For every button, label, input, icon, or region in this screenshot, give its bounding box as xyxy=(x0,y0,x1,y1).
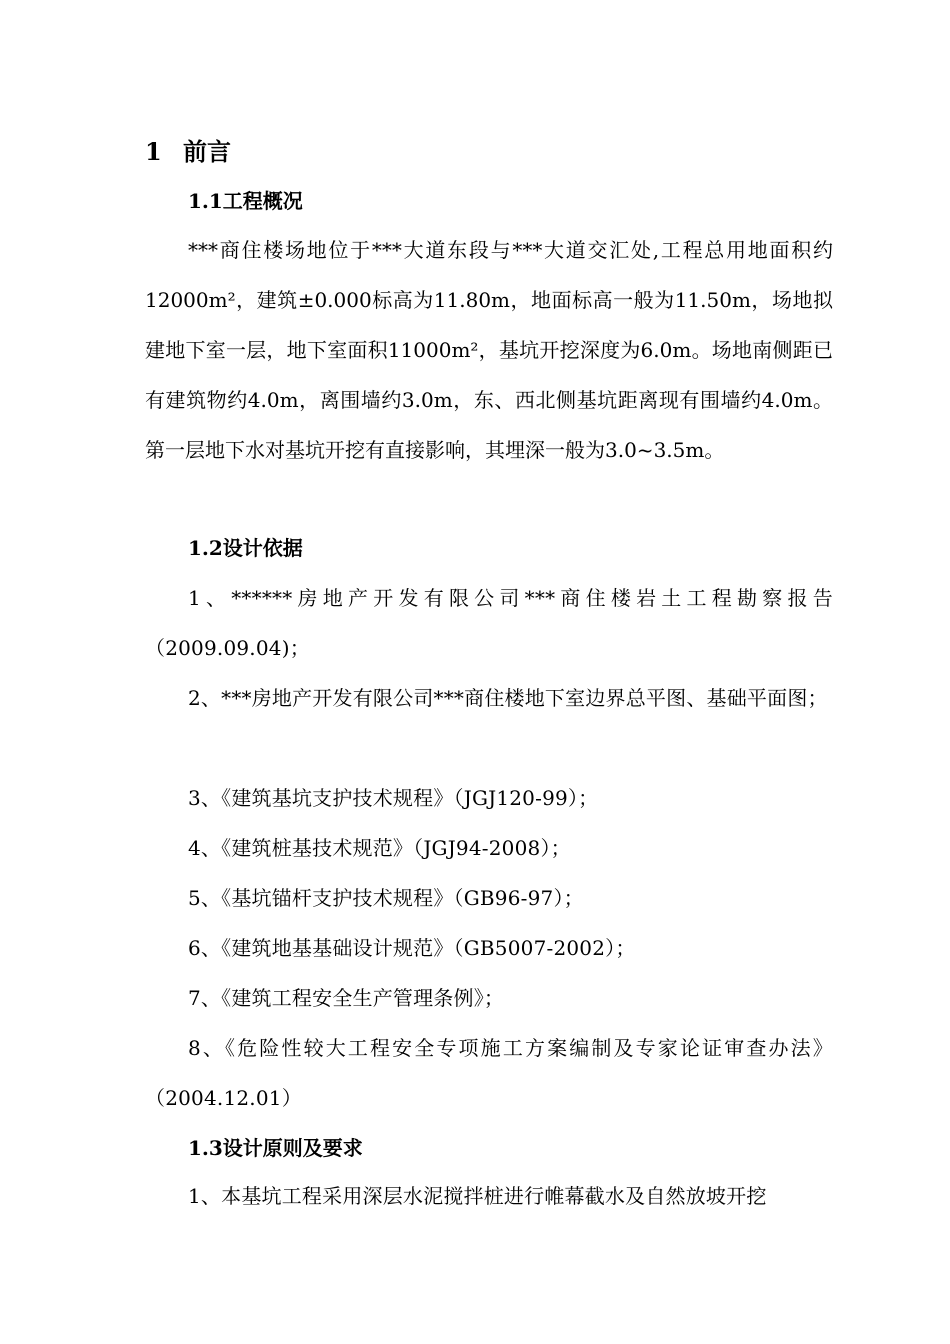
subsection-heading-1-2: 1.2设计依据 xyxy=(188,536,303,560)
basis-item-1: 1、******房地产开发有限公司***商住楼岩土工程勘察报告（2009.09.04)； xyxy=(145,586,833,660)
section-number: 1 xyxy=(145,137,162,166)
basis-item-8: 8、《危险性较大工程安全专项施工方案编制及专家论证审查办法》（2004.12.01） xyxy=(145,1036,833,1110)
subsection-heading-1-1: 1.1工程概况 xyxy=(188,189,303,213)
overview-paragraph: ***商住楼场地位于***大道东段与***大道交汇处,工程总用地面积约12000m²，建筑±0.000标高为11.80m，地面标高一般为11.50m，场地拟建地下室一层，地下室面积11000m²，基坑开挖深度为6.0m。场地南侧距已有建筑物约4.0m，离围墙约3.0m，东、西北侧基坑距离现有围墙约4.0m。第一层地下水对基坑开挖有直接影响，其埋深一般为3.0~3.5m。 xyxy=(145,238,833,462)
basis-item-6: 6、《建筑地基基础设计规范》（GB5007-2002）； xyxy=(188,936,636,960)
basis-item-7: 7、《建筑工程安全生产管理条例》； xyxy=(188,986,505,1010)
section-title: 前言 xyxy=(183,137,231,166)
basis-item-4: 4、《建筑桩基技术规范》（JGJ94-2008）； xyxy=(188,836,571,860)
basis-item-5: 5、《基坑锚杆支护技术规程》（GB96-97）； xyxy=(188,886,584,910)
section-heading xyxy=(145,135,231,169)
basis-item-3: 3、《建筑基坑支护技术规程》（JGJ120-99）； xyxy=(188,786,599,810)
principle-item-1: 1、本基坑工程采用深层水泥搅拌桩进行帷幕截水及自然放坡开挖 xyxy=(188,1184,767,1208)
basis-item-2: 2、***房地产开发有限公司***商住楼地下室边界总平图、基础平面图； xyxy=(188,686,828,710)
subsection-heading-1-3: 1.3设计原则及要求 xyxy=(188,1136,363,1160)
